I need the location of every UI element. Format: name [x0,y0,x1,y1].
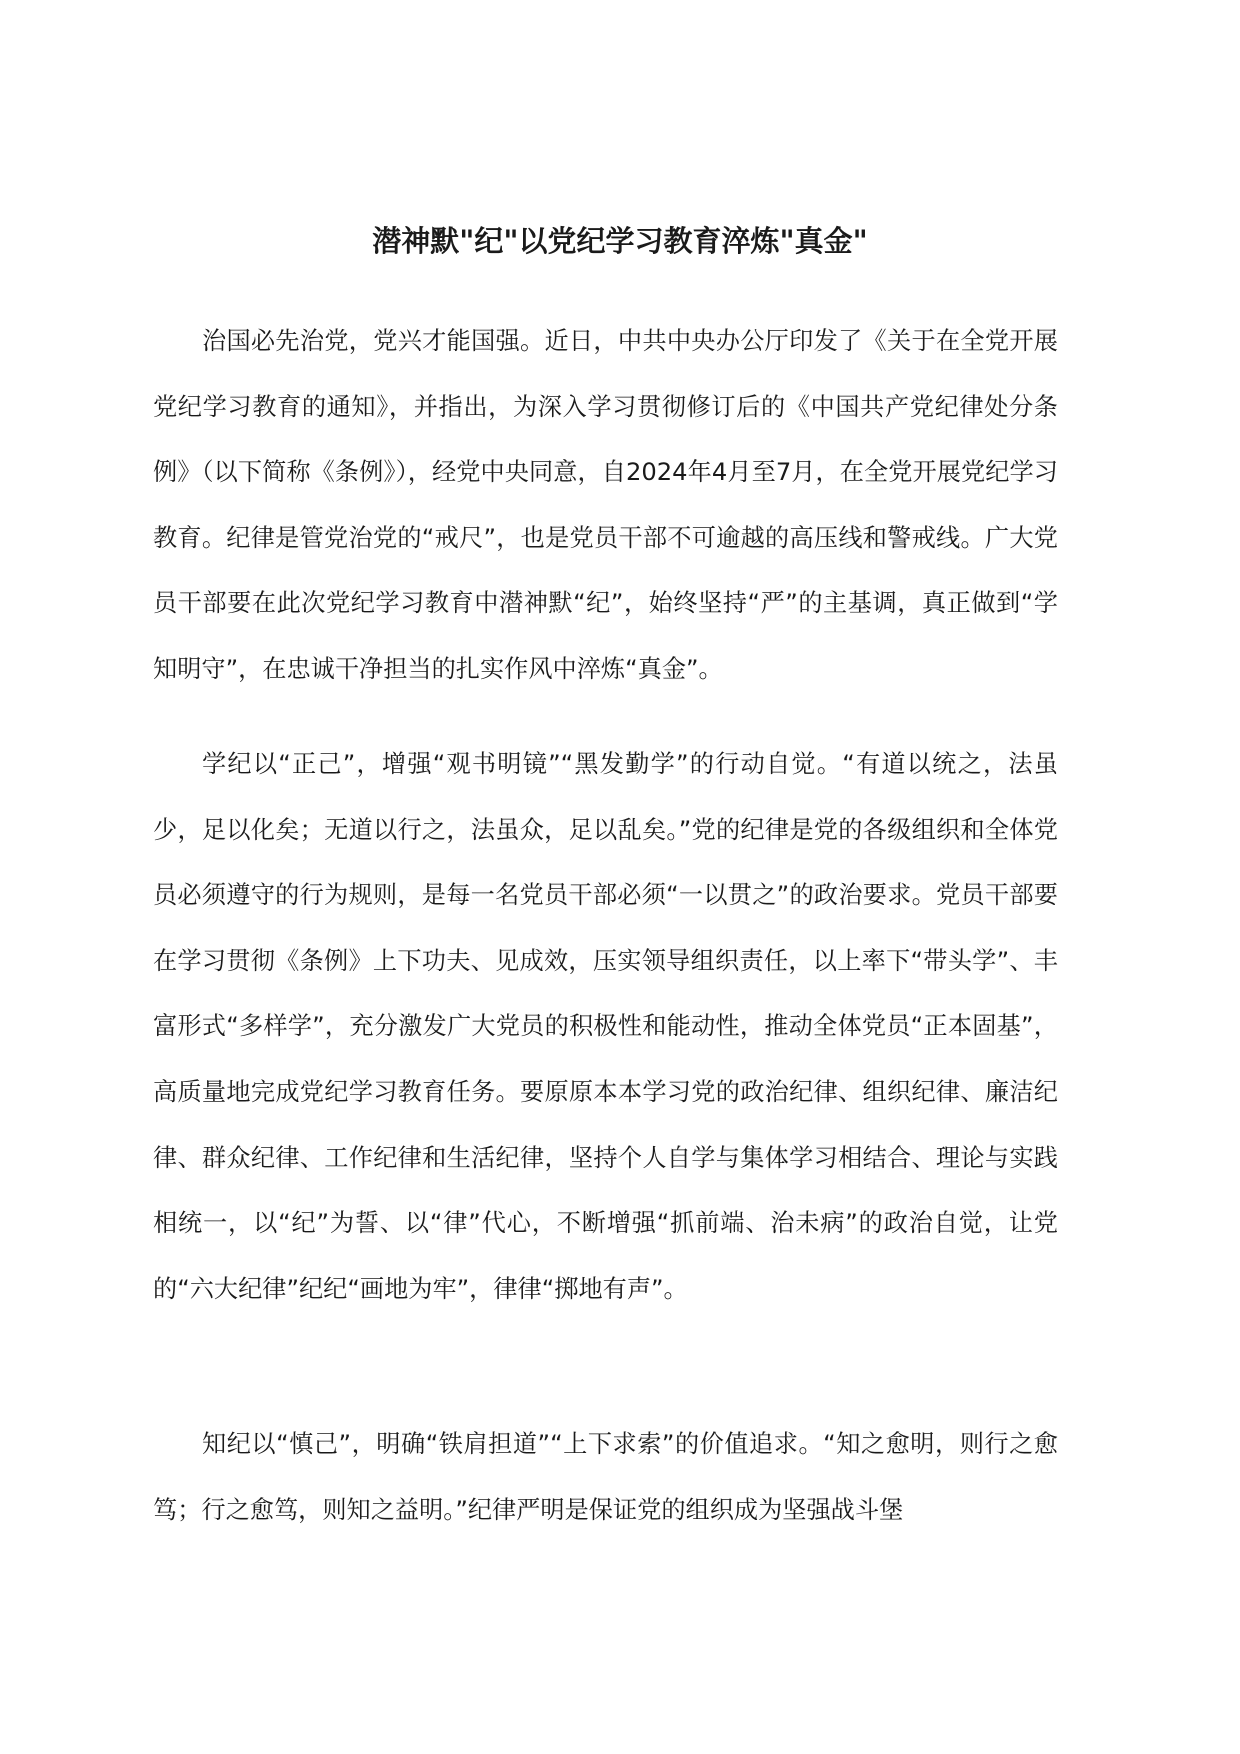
document-title: 潜神默"纪"以党纪学习教育淬炼"真金" [372,224,868,258]
paragraph-3: 知纪以“慎己”，明确“铁肩担道”“上下求索”的价值追求。“知之愈明，则行之愈笃；行之愈笃，则知之益明。”纪律严明是保证党的组织成为坚强战斗堡 [153,1430,1058,1524]
paragraph-1: 治国必先治党，党兴才能国强。近日，中共中央办公厅印发了《关于在全党开展党纪学习教育的通知》，并指出，为深入学习贯彻修订后的《中国共产党纪律处分条例》（以下简称《条例》），经党中央同意，自2024年4月至7月，在全党开展党纪学习教育。纪律是管党治党的“戒尺”，也是党员干部不可逾越的高压线和警戒线。广大党员干部要在此次党纪学习教育中潜神默“纪”，始终坚持“严”的主基调，真正做到“学知明守”，在忠诚干净担当的扎实作风中淬炼“真金”。 [153,327,1058,683]
paragraph-2: 学纪以“正己”，增强“观书明镜”“黑发勤学”的行动自觉。“有道以统之，法虽少，足以化矣；无道以行之，法虽众，足以乱矣。”党的纪律是党的各级组织和全体党员必须遵守的行为规则，是每一名党员干部必须“一以贯之”的政治要求。党员干部要在学习贯彻《条例》上下功夫、见成效，压实领导组织责任，以上率下“带头学”、丰富形式“多样学”，充分激发广大党员的积极性和能动性，推动全体党员“正本固基”，高质量地完成党纪学习教育任务。要原原本本学习党的政治纪律、组织纪律、廉洁纪律、群众纪律、工作纪律和生活纪律，坚持个人自学与集体学习相结合、理论与实践相统一，以“纪”为誓、以“律”代心，不断增强“抓前端、治未病”的政治自觉，让党的“六大纪律”纪纪“画地为牢”，律律“掷地有声”。 [153,750,1058,1303]
